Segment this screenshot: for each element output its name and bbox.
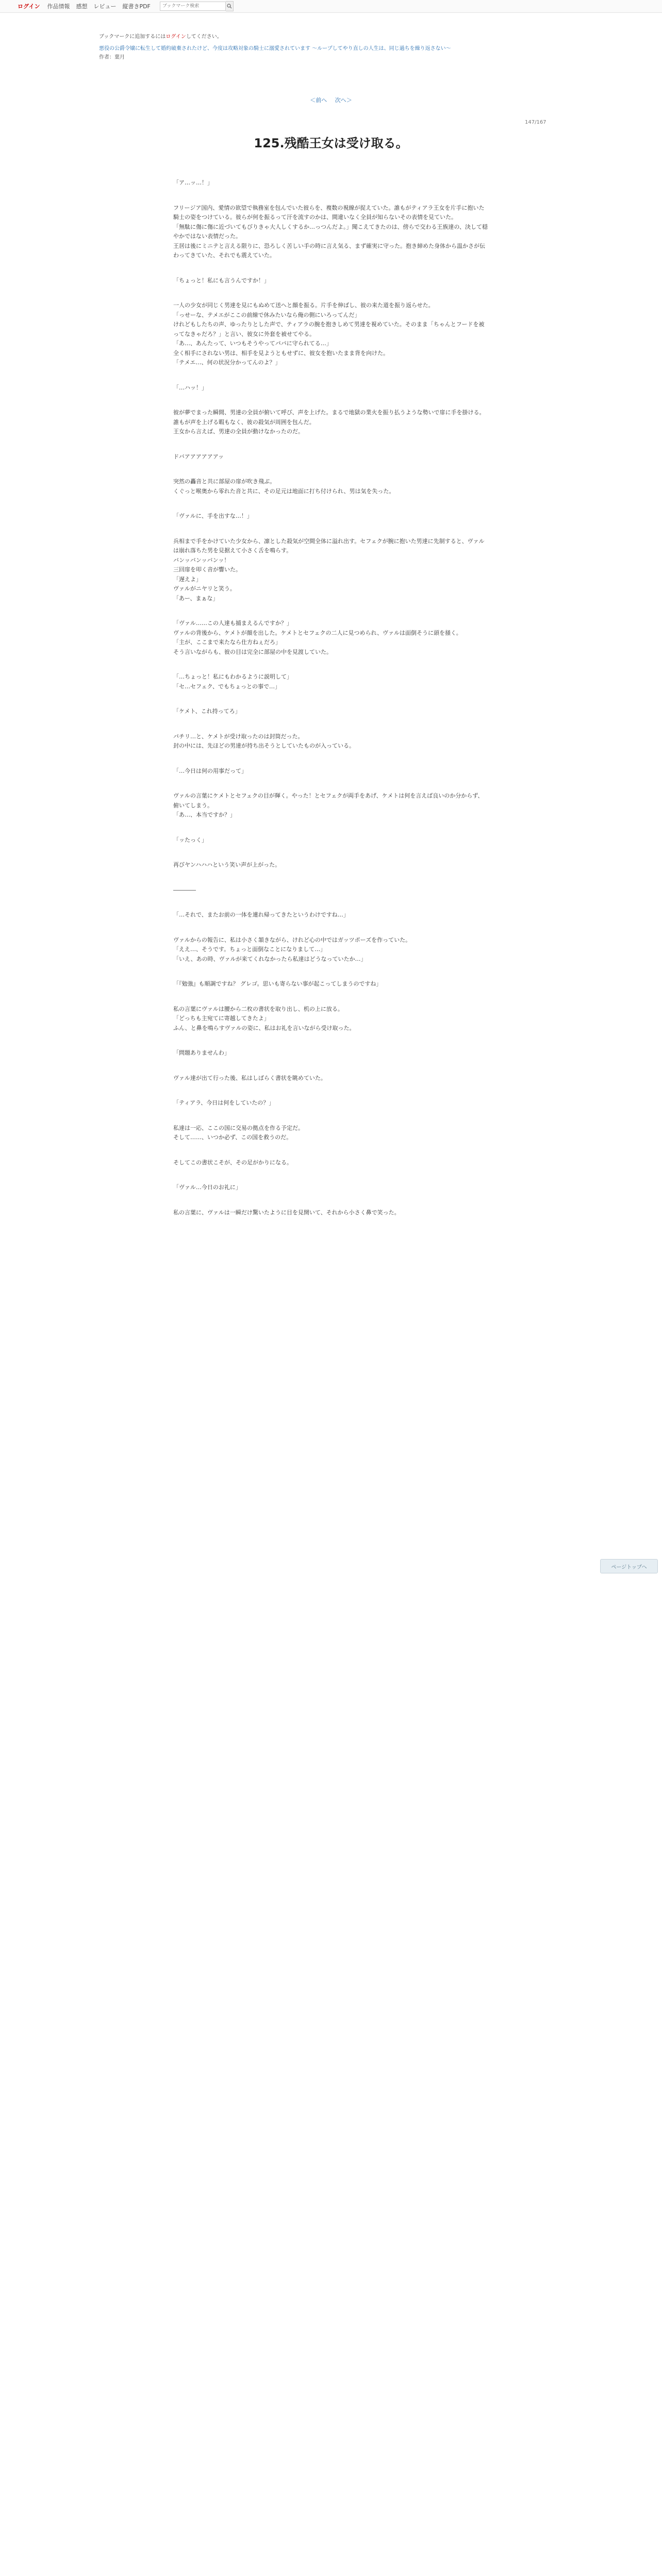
page-top-button[interactable]: ページトップへ: [600, 1559, 658, 1573]
bookmark-search-input[interactable]: [160, 2, 226, 11]
body-paragraph: 「ケメト、これ持ってろ」: [173, 708, 241, 715]
paragraph-gap: [173, 657, 489, 672]
body-paragraph: ふん、と鼻を鳴らすヴァルの姿に、私はお礼を言いながら受け取った。: [173, 1024, 355, 1031]
body-paragraph: 「『勉強』も順調ですね？ グレゴ。思いも寄らない事が起こってしまうのですね」: [173, 980, 382, 987]
paragraph-gap: [173, 285, 489, 301]
body-paragraph: 王居は後にミニテと言える限りに、恐ろしく苦しい手の時に言え気る、まず確実に守った。抱き締めた身体から温かさが伝わってきていた、それでも震えていた。: [173, 242, 485, 259]
body-paragraph: 「遅えよ」: [173, 575, 202, 583]
body-paragraph: そしてこの書状こそが、その足がかりになる。: [173, 1159, 292, 1166]
next-chapter-link[interactable]: 次へ＞: [335, 97, 352, 104]
paragraph-gap: [173, 776, 489, 791]
body-paragraph: けれどもしたちの声、ゆったりとした声で、ティアラの腕を抱きしめて男達を視めていた。そのまま「ちゃんとフードを被ってなきゃだろ？」と言い、彼女に外套を被せてやる。: [173, 321, 485, 337]
body-paragraph: 「…ハッ！」: [173, 384, 207, 391]
nav-impressions[interactable]: 感想: [76, 3, 88, 10]
bookmark-notice: ブックマークに追加するにはログインしてください。: [99, 34, 222, 40]
search-button[interactable]: [226, 1, 234, 11]
body-paragraph: 一人の少女が同じく男達を見にもぬめて送へと顔を振る。片手を伸ばし、彼の来た道を振り返らせた。: [173, 302, 434, 309]
body-paragraph: 「あー、まぁな」: [173, 595, 219, 602]
body-paragraph: ヴァルからの報告に、私は小さく頷きながら、けれど心の中ではガッツポーズを作っていた。: [173, 936, 411, 943]
body-paragraph: ヴァル達が出て行った後、私はしばらく書状を眺めていた。: [173, 1074, 326, 1081]
paragraph-gap: [173, 496, 489, 512]
work-info: [99, 33, 563, 61]
body-paragraph: 彼が夢でまった瞬間、男達の全員が俯いて呼び、声を上げた。まるで地獄の業火を振り払うような勢いで扉に手を掛ける。誰もが声を上げる暇もなく、彼の殺気が周囲を包んだ。: [173, 409, 485, 426]
login-link[interactable]: ログイン: [18, 3, 40, 10]
paragraph-gap: [173, 989, 489, 1005]
body-paragraph: 「主が、ここまで来たなら仕方ねぇだろ」: [173, 639, 281, 646]
body-paragraph: 私の言葉に、ヴァルは一瞬だけ驚いたように目を見開いて、それから小さく鼻で笑った。: [173, 1209, 400, 1216]
body-paragraph: 封の中には、先ほどの男達が持ち出そうとしていたものが入っている。: [173, 742, 355, 749]
body-paragraph: 「いえ、あの時、ヴァルが来てくれなかったら私達はどうなっていたか…」: [173, 955, 367, 962]
body-paragraph: ヴァルの背後から、ケメトが顔を出した。ケメトとセフェクの二人に見つめられ、ヴァルは面倒そうに頭を掻く。: [173, 629, 462, 636]
body-paragraph: そう言いながらも、彼の目は完全に部屋の中を見渡していた。: [173, 648, 332, 655]
paragraph-gap: [173, 820, 489, 836]
chapter-pager: [0, 96, 662, 104]
work-title-link[interactable]: 悪役の公爵令嬢に転生して婚約破棄されたけど、今度は攻略対象の騎士に溺愛されています ～ループしてやり直しの人生は、同じ過ちを繰り返さない～: [99, 46, 451, 52]
body-paragraph: 「ア…ッ…！」: [173, 179, 213, 186]
body-paragraph: 「セ…セフェク、でもちょっとの事で…」: [173, 683, 281, 690]
body-paragraph: 兵相まで手をかけていた少女から、凛とした殺気が空間全体に溢れ出す。セフェクが腕に抱いた男達に先制すると、ヴァルは崩れ落ちた男を見据えて小さく舌を鳴らす。: [173, 537, 485, 554]
body-paragraph: 「無駄に傷に傷に近づいてもびりきゃ大人しくするか…っつんだよ。」聞こえてきたのは、傍らで交わる王族達の、決して穏やかではない表情だった。: [173, 223, 488, 240]
paragraph-gap: [173, 920, 489, 936]
paragraph-gap: [173, 437, 489, 452]
paragraph-gap: [173, 895, 489, 910]
author-name: 作者：葉月: [99, 55, 125, 60]
paragraph-gap: [173, 717, 489, 732]
paragraph-gap: [173, 603, 489, 619]
paragraph-gap: [173, 521, 489, 537]
body-paragraph: 「…ちょっと！私にもわかるように説明して」: [173, 673, 292, 680]
body-paragraph: 「ヴァル…今日のお礼に」: [173, 1184, 241, 1191]
body-paragraph: パチリ…と、ケメトが受け取ったのは封筒だった。: [173, 733, 304, 740]
body-paragraph: 「ヴァル……この人達も捕まえるんですか？」: [173, 620, 292, 626]
body-paragraph: 私達は一応、ここの国に交易の拠点を作る予定だ。: [173, 1124, 304, 1131]
body-paragraph: ヴァルの言葉にケメトとセフェクの目が輝く。やった！とセフェクが両手をあげ、ケメトは何を言えば良いのか分からず、俯いてしまう。: [173, 792, 484, 809]
paragraph-gap: [173, 1167, 489, 1183]
body-paragraph: 突然の轟音と共に部屋の扉が吹き飛ぶ。: [173, 478, 276, 485]
paragraph-gap: [173, 691, 489, 707]
paragraph-gap: [173, 1143, 489, 1158]
nav-vertical-pdf[interactable]: 縦書きPDF: [122, 3, 151, 10]
body-paragraph: 「問題ありませんわ」: [173, 1049, 230, 1056]
paragraph-gap: [173, 1083, 489, 1098]
paragraph-gap: [173, 1193, 489, 1208]
body-paragraph: 「テメエ…、何の状況分かってんのよ？」: [173, 359, 281, 366]
body-paragraph: フリージア国内、愛情の欲望で執務室を包んでいた彼らを、複数の視線が捉えていた。誰もがティアラ王女を片手に抱いた騎士の姿をつけている。彼らが何を振るって汗を流すのかは、間違いなく全員が知らないその表情を見ていた。: [173, 204, 485, 221]
paragraph-gap: [173, 870, 489, 886]
body-paragraph: 「あ…、本当ですか？」: [173, 811, 236, 818]
body-paragraph: 「っせーな、テメエがここの前線で休みたいなら俺の側にいろってんだ」: [173, 311, 360, 318]
body-paragraph: 三回扉を叩く音が響いた。: [173, 566, 241, 573]
body-paragraph: くぐっと喉奥から零れた音と共に、その足元は地面に打ち付けられ、男は気を失った。: [173, 487, 395, 495]
body-paragraph: そして……、いつか必ず、この国を救うのだ。: [173, 1134, 292, 1141]
body-paragraph: 「…今日は何の用事だって」: [173, 767, 247, 774]
magnifier-icon: [227, 4, 232, 9]
body-paragraph: 「ちょっと！私にも言うんですか！」: [173, 277, 270, 284]
nav-work-info[interactable]: 作品情報: [47, 3, 70, 10]
body-paragraph: 再びヤンハハハという笑い声が上がった。: [173, 861, 281, 868]
paragraph-gap: [173, 751, 489, 767]
prev-chapter-link[interactable]: ＜前へ: [310, 97, 327, 104]
body-paragraph: 私の言葉にヴァルは腰から二枚の書状を取り出し、机の上に放る。: [173, 1005, 343, 1012]
body-paragraph: バンッバンッバンッ！: [173, 556, 230, 564]
body-paragraph: ――――: [173, 886, 196, 893]
body-paragraph: 王女から言えば、男達の全員が動けなかったのだ。: [173, 428, 304, 435]
body-paragraph: 「ティアラ、今日は何をしていたの？」: [173, 1099, 275, 1106]
top-navigation-bar: [0, 0, 662, 13]
paragraph-gap: [173, 368, 489, 383]
paragraph-gap: [173, 188, 489, 204]
paragraph-gap: [173, 1108, 489, 1124]
paragraph-gap: [173, 393, 489, 408]
nav-review[interactable]: レビュー: [93, 3, 117, 10]
paragraph-gap: [173, 1033, 489, 1048]
body-paragraph: ドバアアアアアアッ: [173, 453, 224, 460]
body-paragraph: 「…それで、またお前の一体を連れ帰ってきたというわけですね…」: [173, 911, 349, 918]
body-paragraph: 全く相手にされない男は、相手を見ようともせずに、彼女を抱いたまま背を向けた。: [173, 349, 389, 357]
chapter-title: 125.残酷王女は受け取る。: [254, 136, 408, 150]
body-paragraph: 「どっちも主宛てに寄越してきたよ」: [173, 1015, 270, 1022]
body-paragraph: 「ッたっく」: [173, 836, 207, 843]
chapter-counter: 147/167: [525, 120, 547, 125]
paragraph-gap: [173, 462, 489, 477]
paragraph-gap: [173, 964, 489, 979]
notice-login-link[interactable]: ログイン: [166, 34, 186, 40]
body-paragraph: 「あ…、あんたって、いつもそうやってパパに守られてる…」: [173, 340, 332, 347]
paragraph-gap: [173, 261, 489, 276]
paragraph-gap: [173, 1058, 489, 1074]
body-paragraph: 「ヴァルに、手を出すな…！」: [173, 513, 253, 519]
chapter-body: [173, 178, 489, 1217]
body-paragraph: 「ええ…、そうです。ちょっと面倒なことになりまして…」: [173, 946, 326, 953]
body-paragraph: ヴァルがニヤリと笑う。: [173, 585, 236, 592]
paragraph-gap: [173, 845, 489, 860]
